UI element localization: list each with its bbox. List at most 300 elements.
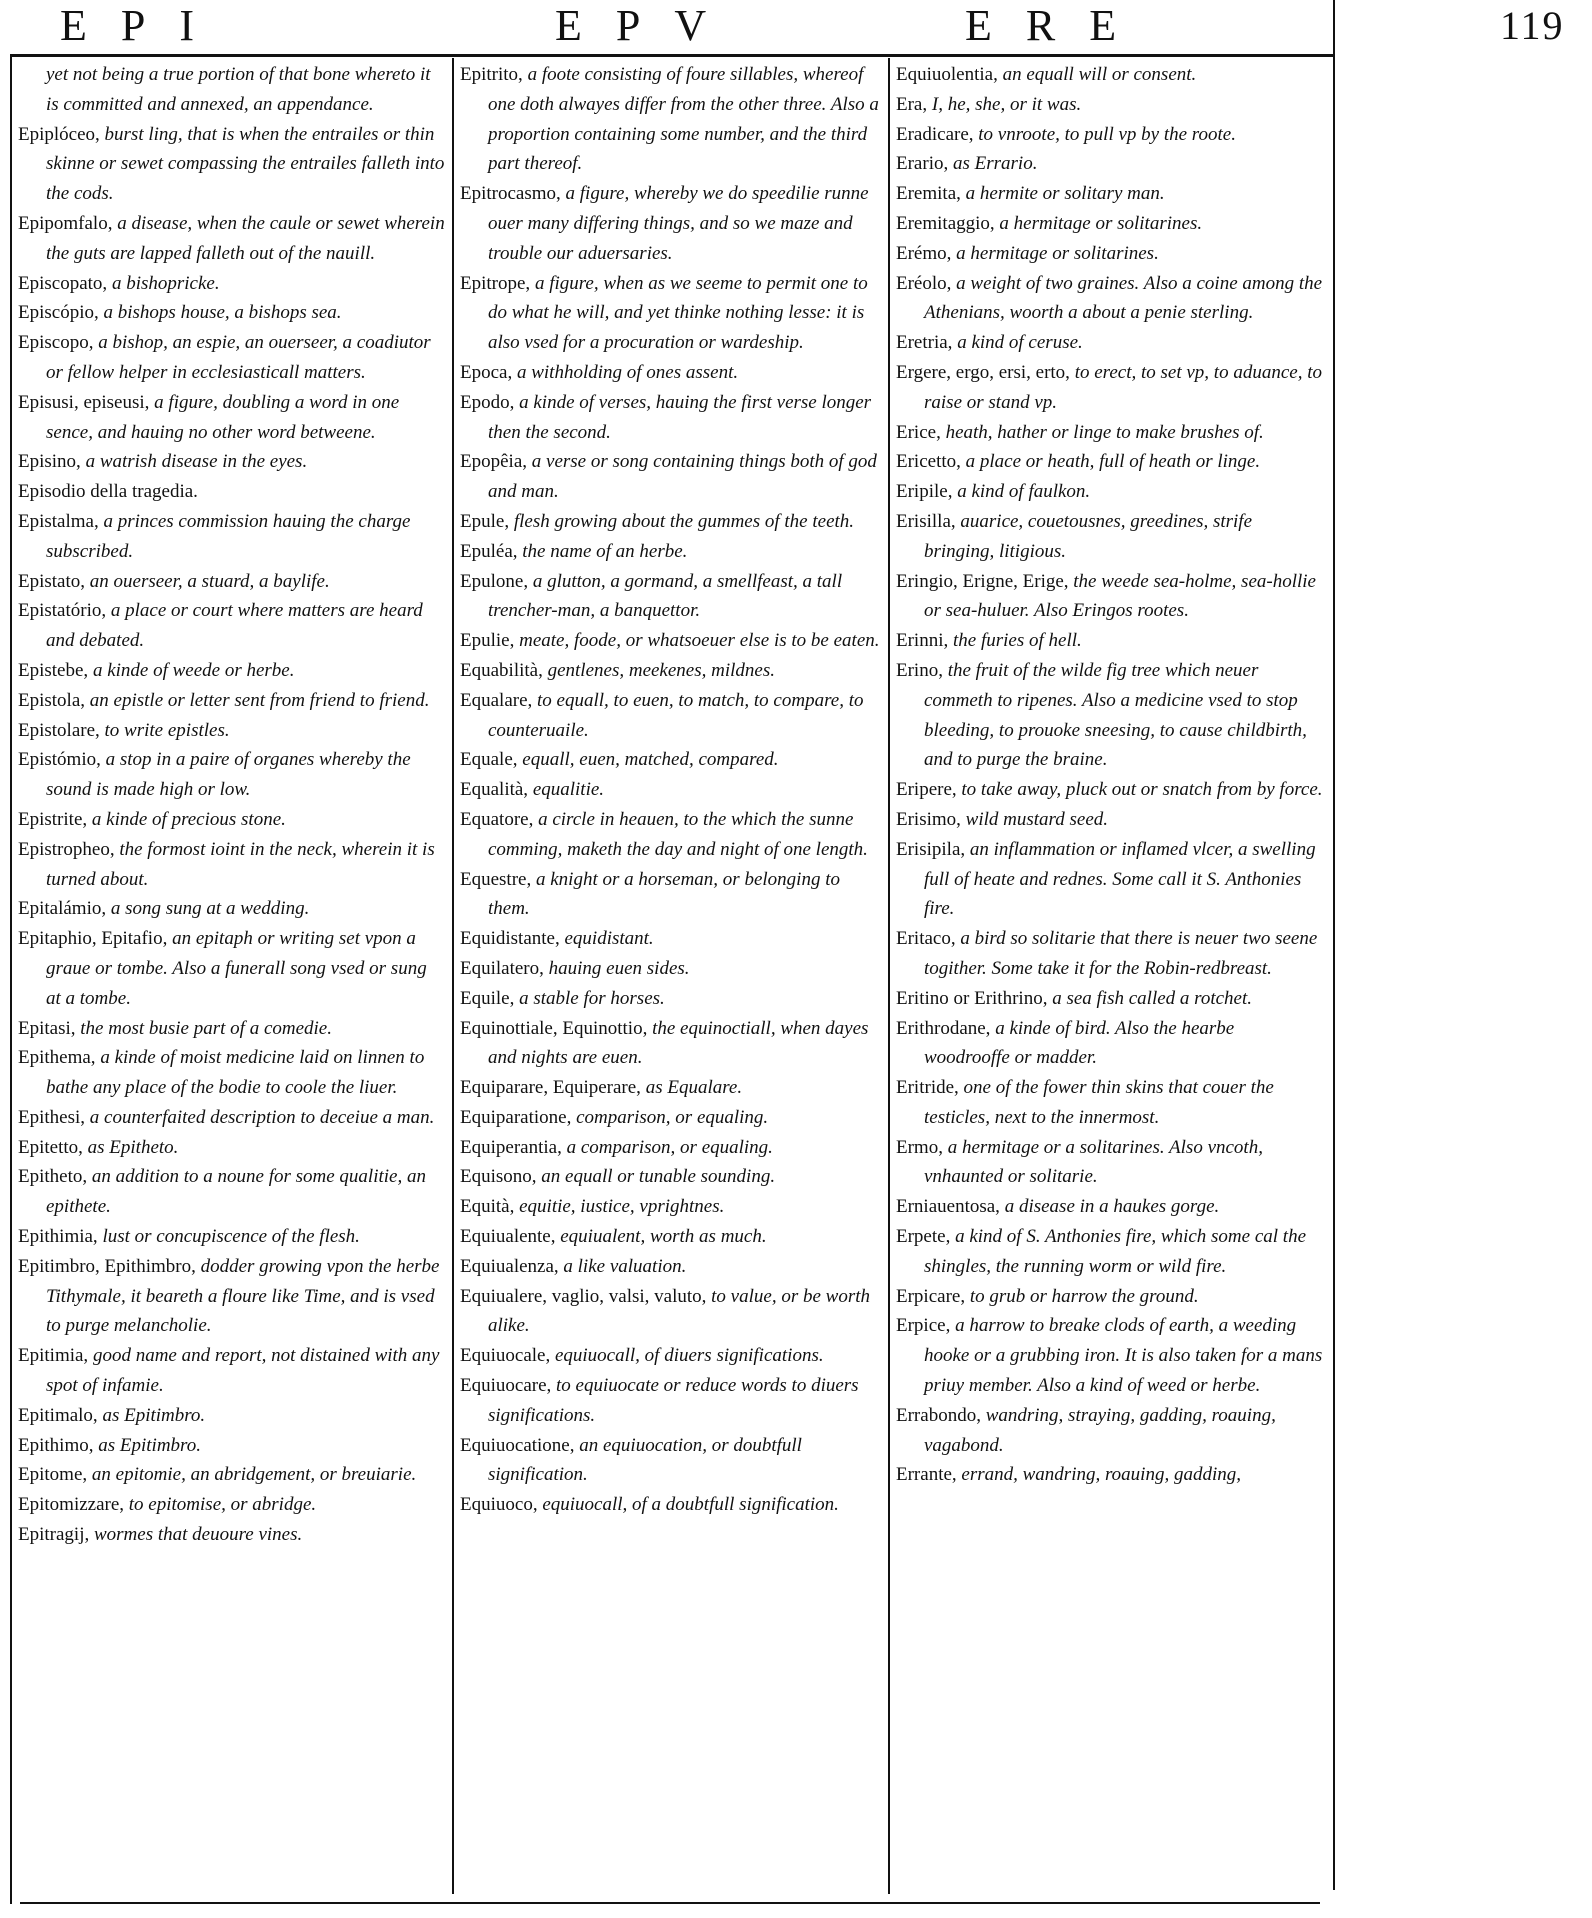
dictionary-entry: [896, 507, 1324, 567]
definition: a hermite or solitary man.: [960, 183, 1165, 205]
dictionary-entry: [460, 60, 880, 179]
dictionary-entry: [896, 1311, 1324, 1400]
headword: Errante,: [896, 1464, 957, 1486]
definition: an ouerseer, a stuard, a baylife.: [85, 570, 330, 592]
dictionary-entry: [460, 656, 880, 686]
dictionary-entry: [896, 120, 1324, 150]
dictionary-entry: [18, 835, 446, 895]
dictionary-entry: [896, 1282, 1324, 1312]
definition: equiuocall, of a doubtfull signification.: [537, 1494, 839, 1516]
headword: Ergere, ergo, ersi, erto,: [896, 361, 1070, 383]
dictionary-entry: [896, 835, 1324, 924]
dictionary-entry: [18, 1133, 446, 1163]
headword: Era,: [896, 93, 928, 115]
headword: Erpice,: [896, 1315, 951, 1337]
definition: a princes commission hauing the charge subscribed.: [46, 510, 411, 562]
definition: to grub or harrow the ground.: [965, 1285, 1199, 1307]
dictionary-entry: [18, 1162, 446, 1222]
definition: a bishopricke.: [107, 272, 220, 294]
definition: yet not being a true portion of that bone whereto it is committed and annexed, an appendance.: [46, 64, 431, 115]
headword: Equatore,: [460, 808, 534, 830]
definition: equiualent, worth as much.: [555, 1226, 767, 1248]
dictionary-entry: [896, 775, 1324, 805]
dictionary-entry: [460, 179, 880, 268]
headword: Epitimbro, Epithimbro,: [18, 1255, 196, 1277]
dictionary-entry: [18, 209, 446, 269]
headword: Equisono,: [460, 1166, 537, 1188]
definition: the most busie part of a comedie.: [75, 1017, 332, 1039]
definition: dodder growing vpon the herbe Tithymale, it beareth a floure like Time, and is vsed to purge melancholie.: [46, 1255, 440, 1337]
headword: Equale,: [460, 749, 518, 771]
definition: the equinoctiall, when dayes and nights are euen.: [488, 1017, 869, 1069]
headword: Equalare,: [460, 689, 533, 711]
headword: Epulone,: [460, 570, 529, 592]
headword: Erpicare,: [896, 1285, 966, 1307]
headword: Epuléa,: [460, 540, 518, 562]
definition: a like valuation.: [558, 1255, 687, 1277]
dictionary-entry: [18, 477, 446, 507]
definition: a kinde of bird. Also the hearbe woodrooffe or madder.: [924, 1017, 1235, 1069]
dictionary-entry: [460, 1073, 880, 1103]
headword: Equiparatione,: [460, 1106, 572, 1128]
headword: Equile,: [460, 987, 515, 1009]
definition: equalitie.: [528, 779, 605, 801]
top-rule: [10, 54, 1335, 57]
headword: Erisilla,: [896, 510, 956, 532]
dictionary-entry: [18, 1341, 446, 1401]
headword: Epistato,: [18, 570, 86, 592]
headword: Epoca,: [460, 361, 513, 383]
definition: as Errario.: [948, 153, 1038, 175]
definition: a comparison, or equaling.: [561, 1136, 773, 1158]
definition: a kind of ceruse.: [952, 332, 1083, 354]
headword: Epitasi,: [18, 1017, 76, 1039]
definition: the fruit of the wilde fig tree which neuer commeth to ripenes. Also a medicine vsed to stop bleeding, to prouoke sneesing, to cause childbirth, and to purge the braine.: [924, 659, 1307, 771]
dictionary-entry: [896, 418, 1324, 448]
definition: a kinde of verses, hauing the first verse longer then the second.: [488, 391, 872, 443]
definition: to value, or be worth alike.: [488, 1285, 871, 1337]
definition: wandring, straying, gadding, roauing, vagabond.: [924, 1404, 1276, 1456]
headword: Equiperantia,: [460, 1136, 562, 1158]
dictionary-entry: [18, 1490, 446, 1520]
frame-right-rule: [1333, 0, 1335, 1890]
definition: as Equalare.: [640, 1077, 743, 1099]
headword: Epule,: [460, 510, 510, 532]
definition: a kinde of weede or herbe.: [88, 659, 295, 681]
definition: a knight or a horseman, or belonging to them.: [488, 868, 840, 920]
dictionary-entry: [896, 477, 1324, 507]
headword: Eripile,: [896, 481, 953, 503]
definition: a place or heath, full of heath or linge.: [960, 451, 1261, 473]
definition: a kinde of precious stone.: [87, 808, 286, 830]
definition: meate, foode, or whatsoeuer else is to be eaten.: [514, 630, 880, 652]
definition: a kind of faulkon.: [952, 481, 1091, 503]
definition: a foote consisting of foure sillables, whereof one doth alwayes differ from the other three. Also a proportion containing some number, and the third part thereof.: [488, 64, 879, 175]
definition: to equiuocate or reduce words to diuers significations.: [488, 1375, 859, 1426]
headword: Epopêia,: [460, 451, 528, 473]
running-head-right: ERE: [965, 1, 1151, 50]
column-1: [18, 60, 446, 1890]
headword: Ermo,: [896, 1136, 943, 1158]
column-divider: [888, 58, 890, 1894]
headword: Epitomizzare,: [18, 1494, 125, 1516]
definition: a bird so solitarie that there is neuer two seene togither. Some take it for the Robin-redbreast.: [924, 928, 1318, 979]
headword: Erice,: [896, 421, 941, 443]
headword: Epistebe,: [18, 659, 89, 681]
headword: Epitrito,: [460, 64, 523, 85]
definition: I, he, she, or it was.: [927, 93, 1082, 115]
dictionary-entry: [896, 805, 1324, 835]
headword: Erino,: [896, 659, 943, 681]
headword: Equiualente,: [460, 1226, 556, 1248]
headword: Epistrite,: [18, 808, 88, 830]
dictionary-entry: [460, 447, 880, 507]
headword: Eringio, Erigne, Erige,: [896, 570, 1069, 592]
headword: Epitome,: [18, 1464, 88, 1486]
headword: Eréolo,: [896, 272, 952, 294]
definition: wild mustard seed.: [960, 808, 1108, 830]
headword: Erpete,: [896, 1226, 951, 1248]
dictionary-entry: [896, 1073, 1324, 1133]
headword: Eremita,: [896, 183, 961, 205]
dictionary-entry: [896, 626, 1324, 656]
page-number: 119: [1500, 3, 1565, 48]
definition: an addition to a noune for some qualitie, an epithete.: [46, 1166, 426, 1218]
headword: Episusi, episeusi,: [18, 391, 150, 413]
headword: Erisimo,: [896, 808, 961, 830]
dictionary-entry: [18, 716, 446, 746]
definition: a counterfaited description to deceiue a man.: [85, 1106, 435, 1128]
dictionary-entry: [460, 537, 880, 567]
definition: a figure, doubling a word in one sence, and hauing no other word betweene.: [46, 391, 400, 443]
dictionary-entry: [460, 388, 880, 448]
definition: a disease in a haukes gorge.: [999, 1196, 1220, 1218]
definition: the furies of hell.: [948, 630, 1082, 652]
dictionary-entry: [896, 1014, 1324, 1074]
dictionary-entry: [896, 924, 1324, 984]
definition: to equall, to euen, to match, to compare, to counteruaile.: [488, 689, 864, 741]
headword: Equilatero,: [460, 957, 544, 979]
dictionary-entry: [18, 686, 446, 716]
dictionary-entry: [18, 60, 446, 120]
headword: Episcópio,: [18, 302, 99, 324]
dictionary-entry: [18, 1520, 446, 1550]
headword: Erario,: [896, 153, 949, 175]
dictionary-entry: [18, 269, 446, 299]
headword: Epitimalo,: [18, 1404, 98, 1426]
definition: a figure, whereby we do speedilie runne ouer many differing things, and so we maze and trouble our aduersaries.: [488, 183, 869, 264]
dictionary-entry: [460, 507, 880, 537]
dictionary-entry: [18, 656, 446, 686]
headword: Equiualenza,: [460, 1255, 559, 1277]
dictionary-entry: [18, 1252, 446, 1341]
running-head: [0, 0, 1592, 52]
dictionary-entry: [896, 60, 1324, 90]
dictionary-entry: [896, 269, 1324, 329]
dictionary-entry: [460, 1490, 880, 1520]
definition: an equall will or consent.: [997, 64, 1197, 85]
dictionary-entry: [460, 1252, 880, 1282]
headword: Eretria,: [896, 332, 953, 354]
headword: Equiuocatione,: [460, 1434, 575, 1456]
dictionary-entry: [18, 1460, 446, 1490]
dictionary-entry: [896, 447, 1324, 477]
headword: Epitimia,: [18, 1345, 89, 1367]
headword: Errabondo,: [896, 1404, 981, 1426]
definition: a hermitage or solitarines.: [994, 212, 1203, 234]
column-divider: [452, 58, 454, 1894]
definition: the formost ioint in the neck, wherein it is turned about.: [46, 838, 435, 890]
headword: Epistómio,: [18, 749, 101, 771]
headword: Episodio della tragedia.: [18, 481, 198, 503]
bottom-rule: [20, 1902, 1320, 1904]
frame-left-rule: [10, 54, 12, 1904]
dictionary-entry: [18, 1014, 446, 1044]
definition: flesh growing about the gummes of the teeth.: [509, 510, 855, 532]
dictionary-entry: [460, 686, 880, 746]
definition: comparison, or equaling.: [571, 1106, 769, 1128]
definition: a stable for horses.: [514, 987, 665, 1009]
dictionary-entry: [460, 1133, 880, 1163]
definition: a circle in heauen, to the which the sunne comming, maketh the day and night of one length.: [488, 808, 868, 860]
definition: a song sung at a wedding.: [106, 898, 310, 920]
headword: Equiuolentia,: [896, 64, 998, 85]
definition: a harrow to breake clods of earth, a weeding hooke or a grubbing iron. It is also taken for a mans priuy member. Also a kind of weed or herbe.: [924, 1315, 1323, 1397]
headword: Eremitaggio,: [896, 212, 995, 234]
definition: good name and report, not distained with any spot of infamie.: [46, 1345, 440, 1397]
definition: to erect, to set vp, to aduance, to raise or stand vp.: [924, 361, 1322, 413]
definition: a verse or song containing things both of god and man.: [488, 451, 877, 503]
headword: Epithimo,: [18, 1434, 94, 1456]
dictionary-entry: [460, 1192, 880, 1222]
definition: as Epitheto.: [82, 1136, 179, 1158]
headword: Epulie,: [460, 630, 515, 652]
definition: hauing euen sides.: [543, 957, 690, 979]
dictionary-entry: [18, 1103, 446, 1133]
headword: Epiplóceo,: [18, 123, 100, 145]
dictionary-entry: [896, 358, 1324, 418]
definition: to epitomise, or abridge.: [124, 1494, 317, 1516]
dictionary-entry: [460, 626, 880, 656]
headword: Equidistante,: [460, 928, 560, 950]
dictionary-entry: [18, 924, 446, 1013]
dictionary-entry: [460, 1103, 880, 1133]
dictionary-entry: [896, 984, 1324, 1014]
dictionary-entry: [460, 1282, 880, 1342]
definition: a kinde of moist medicine laid on linnen to bathe any place of the bodie to coole the liuer.: [46, 1047, 425, 1099]
dictionary-entry: [18, 1222, 446, 1252]
headword: Epistatório,: [18, 600, 107, 622]
dictionary-entry: [896, 656, 1324, 775]
definition: a stop in a paire of organes whereby the sound is made high or low.: [46, 749, 411, 801]
headword: Erémo,: [896, 242, 952, 264]
dictionary-entry: [896, 1460, 1324, 1490]
dictionary-entry: [18, 805, 446, 835]
headword: Equità,: [460, 1196, 515, 1218]
dictionary-entry: [896, 567, 1324, 627]
headword: Ericetto,: [896, 451, 961, 473]
definition: a hermitage or a solitarines. Also vncoth, vnhaunted or solitarie.: [924, 1136, 1263, 1188]
headword: Equestre,: [460, 868, 532, 890]
column-2: [460, 60, 880, 1890]
dictionary-entry: [896, 328, 1324, 358]
definition: an equiuocation, or doubtfull signification.: [488, 1434, 802, 1486]
headword: Epitragij,: [18, 1524, 90, 1546]
dictionary-entry: [18, 596, 446, 656]
headword: Eritaco,: [896, 928, 956, 950]
headword: Epitetto,: [18, 1136, 83, 1158]
headword: Epistropheo,: [18, 838, 115, 860]
headword: Erisipila,: [896, 838, 966, 860]
definition: to take away, pluck out or snatch from by force.: [956, 779, 1323, 801]
definition: equiuocall, of diuers significations.: [550, 1345, 824, 1367]
headword: Epithesi,: [18, 1106, 86, 1128]
dictionary-entry: [460, 924, 880, 954]
headword: Equiuocare,: [460, 1375, 552, 1397]
running-head-middle: EPV: [555, 1, 741, 50]
dictionary-entry: [460, 805, 880, 865]
definition: equall, euen, matched, compared.: [517, 749, 779, 771]
headword: Equiparare, Equiperare,: [460, 1077, 641, 1099]
headword: Epitrocasmo,: [460, 183, 561, 205]
definition: lust or concupiscence of the flesh.: [97, 1226, 360, 1248]
headword: Epipomfalo,: [18, 212, 113, 234]
definition: one of the fower thin skins that couer the testicles, next to the innermost.: [924, 1077, 1274, 1128]
running-head-left: EPI: [60, 1, 228, 50]
dictionary-entry: [18, 120, 446, 209]
definition: an inflammation or inflamed vlcer, a swelling full of heate and rednes. Some call it S. Anthonies fire.: [924, 838, 1316, 920]
dictionary-entry: [18, 507, 446, 567]
definition: a bishops house, a bishops sea.: [98, 302, 342, 324]
headword: Epodo,: [460, 391, 515, 413]
dictionary-entry: [460, 1431, 880, 1491]
dictionary-entry: [460, 865, 880, 925]
headword: Equiuocale,: [460, 1345, 551, 1367]
definition: a place or court where matters are heard and debated.: [46, 600, 423, 652]
definition: errand, wandring, roauing, gadding,: [956, 1464, 1241, 1486]
dictionary-entry: [896, 149, 1324, 179]
dictionary-entry: [896, 1401, 1324, 1461]
definition: a weight of two graines. Also a coine among the Athenians, woorth a about a penie sterling.: [924, 272, 1323, 324]
dictionary-entry: [896, 239, 1324, 269]
dictionary-entry: [18, 567, 446, 597]
dictionary-entry: [18, 328, 446, 388]
headword: Erniauentosa,: [896, 1196, 1000, 1218]
definition: an epitaph or writing set vpon a graue or tombe. Also a funerall song vsed or sung at a tombe.: [46, 928, 427, 1009]
definition: equidistant.: [559, 928, 654, 950]
dictionary-entry: [896, 179, 1324, 209]
headword: Episcopato,: [18, 272, 108, 294]
dictionary-entry: [896, 1222, 1324, 1282]
dictionary-entry: [896, 90, 1324, 120]
definition: a glutton, a gormand, a smellfeast, a tall trencher-man, a banquettor.: [488, 570, 843, 622]
definition: the name of an herbe.: [517, 540, 688, 562]
definition: heath, hather or linge to make brushes of.: [940, 421, 1264, 443]
headword: Equabilità,: [460, 659, 543, 681]
headword: Epistalma,: [18, 510, 99, 532]
definition: a figure, when as we seeme to permit one to do what he will, and yet thinke nothing lesse: it is also vsed for a procuration or wardeship.: [488, 272, 868, 354]
definition: wormes that deuoure vines.: [89, 1524, 303, 1546]
definition: a kind of S. Anthonies fire, which some cal the shingles, the running worm or wild fire.: [924, 1226, 1307, 1277]
dictionary-entry: [18, 298, 446, 328]
definition: a watrish disease in the eyes.: [80, 451, 308, 473]
headword: Eritride,: [896, 1077, 959, 1099]
definition: a withholding of ones assent.: [512, 361, 739, 383]
headword: Epistola,: [18, 689, 86, 711]
dictionary-entry: [18, 447, 446, 477]
dictionary-entry: [460, 567, 880, 627]
headword: Eritino or Erithrino,: [896, 987, 1048, 1009]
headword: Equinottiale, Equinottio,: [460, 1017, 648, 1039]
headword: Epistolare,: [18, 719, 100, 741]
headword: Eripere,: [896, 779, 957, 801]
headword: Epithema,: [18, 1047, 96, 1069]
dictionary-entry: [460, 1371, 880, 1431]
definition: a bishop, an espie, an ouerseer, a coadiutor or fellow helper in ecclesiasticall matters.: [46, 332, 431, 383]
definition: as Epitimbro.: [93, 1434, 201, 1456]
definition: auarice, couetousnes, greedines, strife bringing, litigious.: [924, 510, 1253, 562]
dictionary-entry: [18, 1043, 446, 1103]
dictionary-entry: [18, 745, 446, 805]
dictionary-entry: [18, 1401, 446, 1431]
dictionary-entry: [460, 269, 880, 358]
dictionary-entry: [896, 209, 1324, 239]
definition: a disease, when the caule or sewet wherein the guts are lapped falleth out of the nauill.: [46, 212, 445, 264]
dictionary-entry: [18, 894, 446, 924]
dictionary-entry: [18, 388, 446, 448]
headword: Equiuoco,: [460, 1494, 538, 1516]
dictionary-entry: [460, 775, 880, 805]
definition: to write epistles.: [99, 719, 230, 741]
dictionary-entry: [460, 1222, 880, 1252]
definition: the weede sea-holme, sea-hollie or sea-huluer. Also Eringos rootes.: [924, 570, 1316, 622]
headword: Episcopo,: [18, 332, 94, 354]
headword: Epitheto,: [18, 1166, 88, 1188]
dictionary-entry: [460, 954, 880, 984]
headword: Epitalámio,: [18, 898, 107, 920]
dictionary-entry: [460, 1162, 880, 1192]
definition: gentlenes, meekenes, mildnes.: [542, 659, 775, 681]
headword: Equiualere, vaglio, valsi, valuto,: [460, 1285, 707, 1307]
dictionary-entry: [460, 358, 880, 388]
dictionary-entry: [460, 984, 880, 1014]
headword: Eradicare,: [896, 123, 974, 145]
definition: an epistle or letter sent from friend to friend.: [85, 689, 430, 711]
definition: an equall or tunable sounding.: [536, 1166, 776, 1188]
definition: as Epitimbro.: [97, 1404, 206, 1426]
headword: Equalità,: [460, 779, 529, 801]
headword: Episino,: [18, 451, 81, 473]
headword: Epitrope,: [460, 272, 531, 294]
dictionary-entry: [896, 1192, 1324, 1222]
definition: a sea fish called a rotchet.: [1047, 987, 1253, 1009]
headword: Epitaphio, Epitafio,: [18, 928, 168, 950]
column-3: [896, 60, 1324, 1890]
dictionary-entry: [18, 1431, 446, 1461]
definition: burst ling, that is when the entrailes or thin skinne or sewet compassing the entrailes falleth into the cods.: [46, 123, 445, 205]
definition: to vnroote, to pull vp by the roote.: [973, 123, 1236, 145]
definition: equitie, iustice, vprightnes.: [514, 1196, 725, 1218]
definition: a hermitage or solitarines.: [951, 242, 1159, 264]
headword: Erinni,: [896, 630, 949, 652]
dictionary-entry: [460, 745, 880, 775]
dictionary-entry: [460, 1341, 880, 1371]
dictionary-entry: [896, 1133, 1324, 1193]
dictionary-entry: [460, 1014, 880, 1074]
definition: an epitomie, an abridgement, or breuiarie.: [87, 1464, 417, 1486]
headword: Erithrodane,: [896, 1017, 991, 1039]
headword: Epithimia,: [18, 1226, 98, 1248]
